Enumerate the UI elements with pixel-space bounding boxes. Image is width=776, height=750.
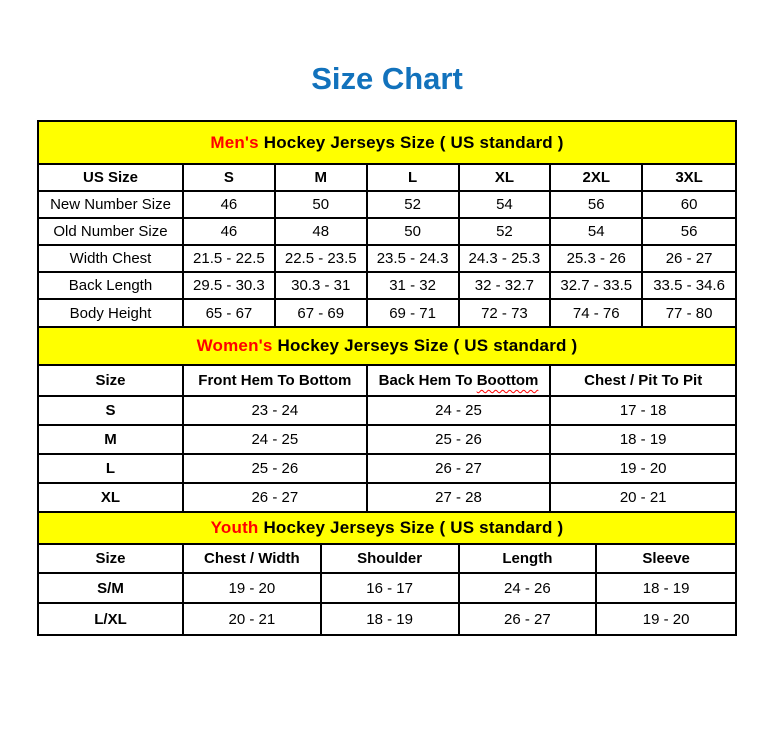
column-header: Chest / Pit To Pit [584, 372, 703, 389]
mens-section-header [39, 122, 735, 165]
size-value: 21.5 - 22.5 [184, 246, 276, 271]
size-value: 32.7 - 33.5 [551, 273, 643, 298]
column-header: 2XL [551, 165, 643, 190]
table-row [39, 300, 735, 328]
table-row [39, 426, 735, 455]
size-value: 77 - 80 [665, 304, 713, 322]
size-value: 56 [551, 192, 643, 217]
womens-section-header [39, 328, 735, 366]
size-value: 33.5 - 34.6 [653, 277, 725, 294]
column-header [368, 366, 552, 395]
size-value: 56 [680, 223, 698, 240]
size-value: 19 - 20 [642, 610, 690, 628]
table-row [39, 246, 735, 273]
size-value: 50 [276, 192, 368, 217]
row-label: L/XL [39, 604, 184, 634]
column-header: Chest / Width [184, 545, 322, 572]
table-row [39, 484, 735, 513]
size-value: 50 [368, 219, 460, 244]
column-header: S [184, 165, 276, 190]
column-header: Size [39, 366, 184, 395]
column-header: Front Hem To Bottom [184, 366, 368, 395]
table-row [39, 273, 735, 300]
size-value: 48 [276, 219, 368, 244]
column-header: Sleeve [642, 550, 690, 567]
table-row [39, 397, 735, 426]
column-header: US Size [39, 165, 184, 190]
size-value: 24 - 25 [368, 397, 552, 424]
size-chart-page [0, 58, 776, 636]
size-value: 52 [460, 219, 552, 244]
column-header: 3XL [675, 169, 703, 186]
size-value: 27 - 28 [368, 484, 552, 511]
table-row [39, 455, 735, 484]
size-value: 32 - 32.7 [460, 273, 552, 298]
row-label: M [39, 426, 184, 453]
size-value: 67 - 69 [276, 300, 368, 326]
row-label: Body Height [39, 300, 184, 326]
row-label: Width Chest [39, 246, 184, 271]
column-header: Shoulder [322, 545, 460, 572]
size-value: 23.5 - 24.3 [368, 246, 460, 271]
youth-column-header-row [39, 545, 735, 574]
size-value: 17 - 18 [619, 402, 667, 419]
table-row [39, 219, 735, 246]
size-value: 74 - 76 [551, 300, 643, 326]
size-value: 65 - 67 [184, 300, 276, 326]
page-title: Size Chart [311, 61, 463, 96]
table-row [39, 574, 735, 604]
size-value: 52 [368, 192, 460, 217]
size-value: 46 [184, 192, 276, 217]
row-label: New Number Size [39, 192, 184, 217]
size-value: 26 - 27 [460, 604, 598, 634]
size-value: 25 - 26 [368, 426, 552, 453]
size-value: 24 - 26 [460, 574, 598, 602]
column-header: Length [460, 545, 598, 572]
size-value: 30.3 - 31 [276, 273, 368, 298]
size-value: 26 - 27 [368, 455, 552, 482]
size-value: 18 - 19 [619, 431, 667, 448]
misspelled-word: Boottom [476, 372, 539, 389]
column-header: L [368, 165, 460, 190]
size-value: 31 - 32 [368, 273, 460, 298]
row-label: L [39, 455, 184, 482]
size-value: 72 - 73 [460, 300, 552, 326]
size-value: 18 - 19 [642, 579, 690, 597]
size-value: 16 - 17 [322, 574, 460, 602]
size-value: 20 - 21 [184, 604, 322, 634]
size-value: 20 - 21 [619, 489, 667, 506]
size-value: 19 - 20 [619, 460, 667, 477]
column-header-text: Back Hem To [378, 372, 477, 389]
row-label: S [39, 397, 184, 424]
mens-column-header-row [39, 165, 735, 192]
size-value: 25 - 26 [184, 455, 368, 482]
mens-section-highlight: Men's [210, 132, 259, 152]
size-value: 24 - 25 [184, 426, 368, 453]
column-header: M [276, 165, 368, 190]
table-row [39, 192, 735, 219]
size-value: 18 - 19 [322, 604, 460, 634]
row-label: Back Length [39, 273, 184, 298]
size-value: 26 - 27 [184, 484, 368, 511]
youth-section-title: Hockey Jerseys Size ( US standard ) [258, 518, 564, 537]
size-value: 54 [551, 219, 643, 244]
row-label: XL [39, 484, 184, 511]
size-value: 19 - 20 [184, 574, 322, 602]
size-value: 22.5 - 23.5 [276, 246, 368, 271]
table-row [39, 604, 735, 634]
size-value: 46 [184, 219, 276, 244]
youth-section-highlight: Youth [210, 518, 259, 537]
womens-column-header-row [39, 366, 735, 397]
womens-section-title: Hockey Jerseys Size ( US standard ) [272, 336, 578, 355]
size-value: 60 [680, 196, 698, 213]
size-value: 26 - 27 [665, 250, 713, 267]
column-header: XL [460, 165, 552, 190]
size-value: 23 - 24 [184, 397, 368, 424]
size-value: 25.3 - 26 [551, 246, 643, 271]
size-chart-table [37, 120, 737, 636]
size-value: 29.5 - 30.3 [184, 273, 276, 298]
size-value: 69 - 71 [368, 300, 460, 326]
row-label: S/M [39, 574, 184, 602]
womens-section-highlight: Women's [196, 336, 273, 355]
youth-section-header [39, 513, 735, 545]
mens-section-title: Hockey Jerseys Size ( US standard ) [258, 132, 564, 152]
row-label: Old Number Size [39, 219, 184, 244]
column-header: Size [39, 545, 184, 572]
size-value: 24.3 - 25.3 [460, 246, 552, 271]
size-value: 54 [460, 192, 552, 217]
